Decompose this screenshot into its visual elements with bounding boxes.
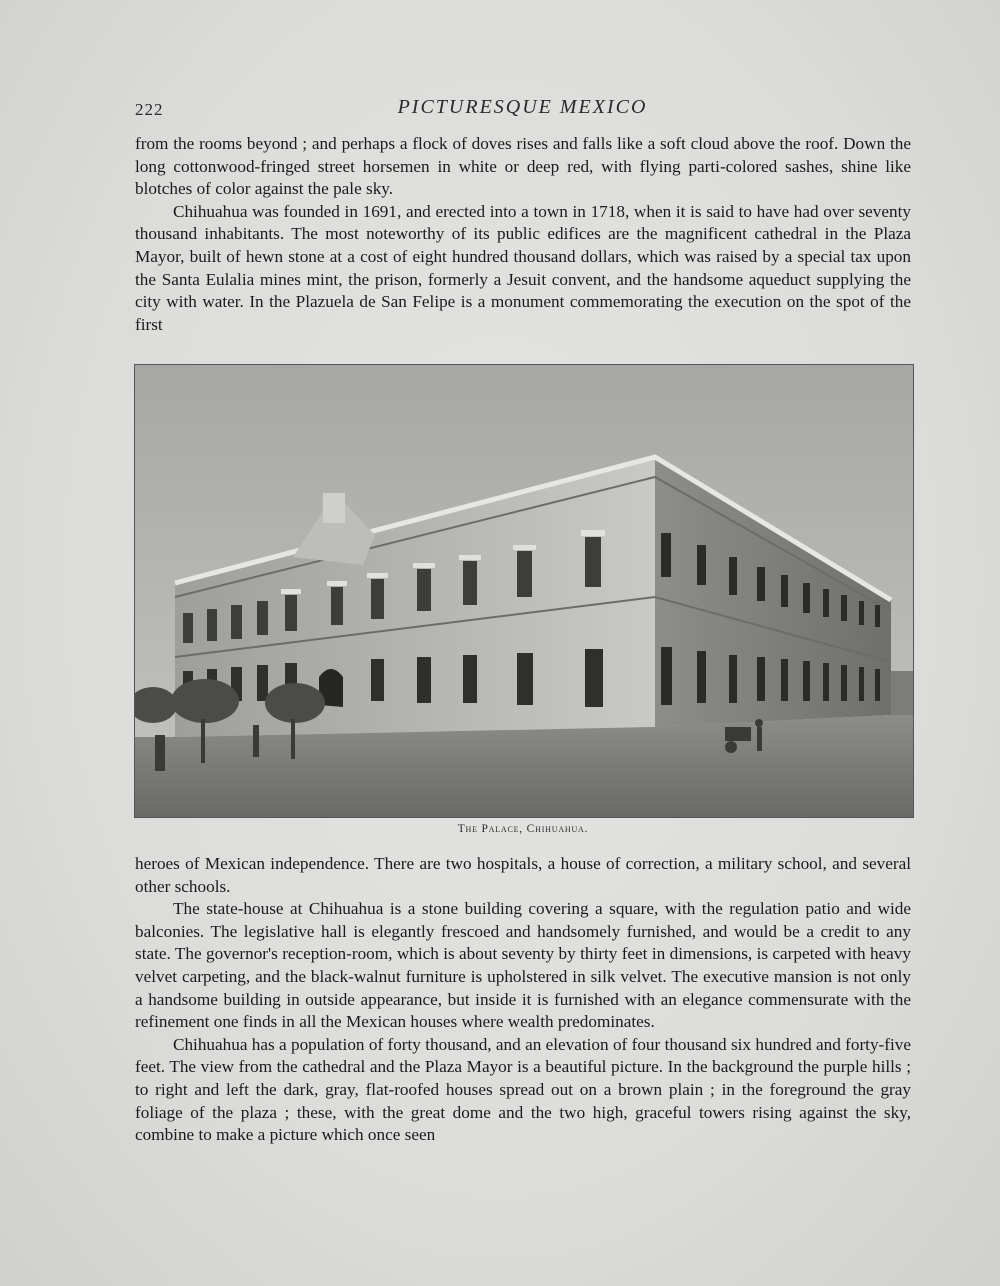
page-header: [135, 96, 910, 122]
caption-text: The Palace, Chihuahua.: [457, 823, 589, 835]
running-title: PICTURESQUE MEXICO: [397, 96, 648, 118]
body-text-top: [135, 133, 911, 336]
paragraph: The state-house at Chihuahua is a stone building covering a square, with the regulation patio and wide balconies. The legislative hall is elegantly frescoed and handsomely furnished, and would be a credit to any state. The governor's reception-room, which is about seventy by thirty feet in dimensions, is carpeted with heavy velvet carpeting, and the black-walnut furniture is upholstered in silk velvet. The executive mansion is not only a handsome building in outside appearance, but inside it is furnished with an elegance commensurate with the refinement one finds in all the Mexican houses where wealth predominates.: [135, 899, 911, 1032]
palace-photograph: [134, 364, 914, 818]
paragraph: heroes of Mexican independence. There are two hospitals, a house of correction, a military school, and several other schools.: [135, 854, 911, 896]
body-text-bottom: [135, 853, 911, 1147]
palace-illustration: [135, 365, 913, 817]
paragraph: from the rooms beyond ; and perhaps a flock of doves rises and falls like a soft cloud above the roof. Down the long cottonwood-fringed street horsemen in white or deep red, with flying parti-colored sashes, shine like blotches of color against the pale sky.: [135, 134, 911, 199]
page-number: 222: [135, 100, 164, 119]
figure-caption: [135, 823, 911, 835]
paragraph: Chihuahua has a population of forty thousand, and an elevation of four thousand six hundred and forty-five feet. The view from the cathedral and the Plaza Mayor is a beautiful picture. In the background the purple hills ; to right and left the dark, gray, flat-roofed houses spread out on a brown plain ; in the foreground the gray foliage of the plaza ; these, with the great dome and the two high, graceful towers rising against the sky, combine to make a picture which once seen: [135, 1034, 911, 1145]
paragraph: Chihuahua was founded in 1691, and erected into a town in 1718, when it is said to have had over seventy thousand inhabitants. The most noteworthy of its public edifices are the magnificent cathedral in the Plaza Mayor, built of hewn stone at a cost of eight hundred thousand dollars, which was raised by a special tax upon the Santa Eulalia mines mint, the prison, formerly a Jesuit convent, and the handsome aqueduct supplying the city with water. In the Plazuela de San Felipe is a monument commemorating the execution on the spot of the first: [135, 201, 911, 334]
